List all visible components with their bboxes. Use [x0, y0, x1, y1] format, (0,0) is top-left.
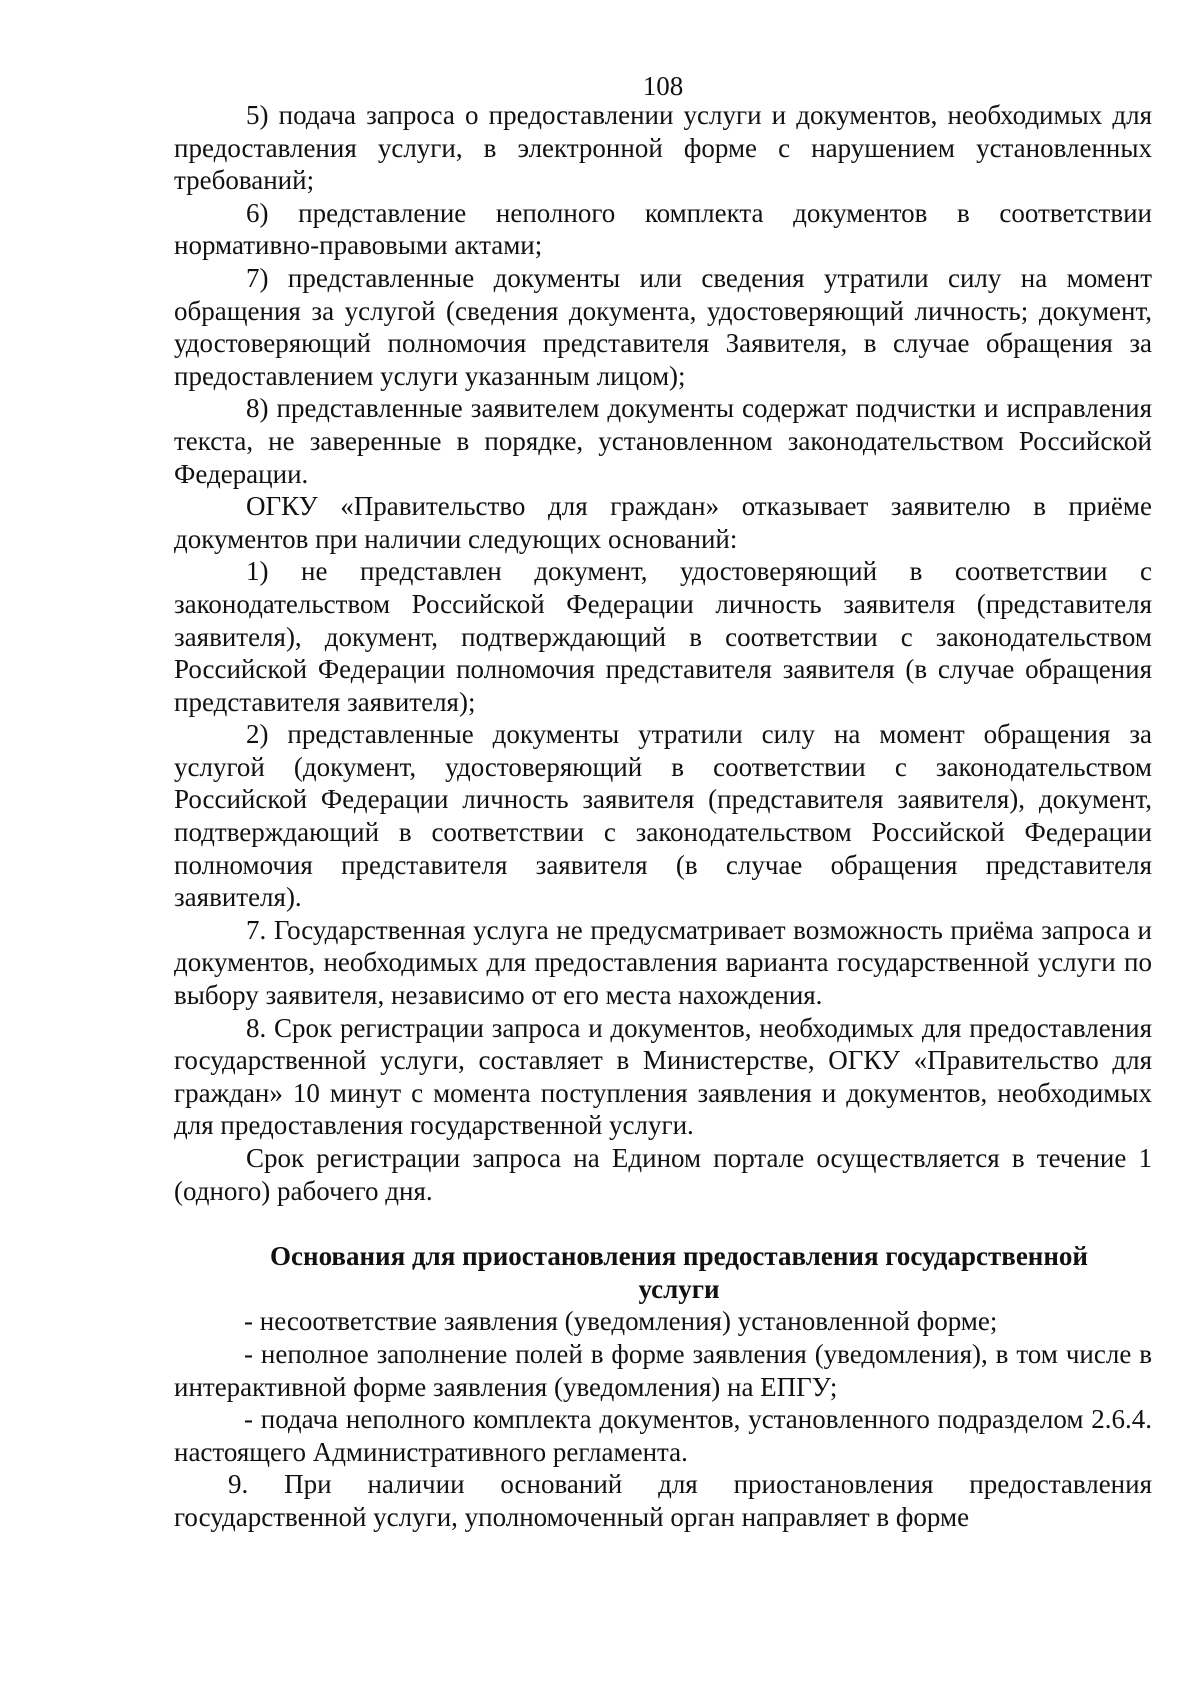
paragraph-dash-2: - неполное заполнение полей в форме заявления (уведомления), в том числе в интерактивной форме заявления (уведомления) на ЕПГУ;: [174, 1338, 1152, 1402]
paragraph-section-7: 7. Государственная услуга не предусматривает возможность приёма запроса и документов, необходимых для предоставления варианта государственной услуги по выбору заявителя, независимо от его места нахождения.: [174, 914, 1152, 1011]
paragraph-refusal-intro: ОГКУ «Правительство для граждан» отказывает заявителю в приёме документов при наличии следующих оснований:: [174, 491, 1152, 554]
paragraph-item-8: 8) представленные заявителем документы содержат подчистки и исправления текста, не заверенные в порядке, установленном законодательством Российской Федерации.: [174, 393, 1152, 489]
paragraph-dash-3: - подача неполного комплекта документов, установленного подразделом 2.6.4. настоящего Административного регламента.: [174, 1404, 1152, 1467]
paragraph-section-9: 9. При наличии оснований для приостановления предоставления государственной услуги, уполномоченный орган направляет в форме: [174, 1469, 1152, 1532]
paragraph-item-6: 6) представление неполного комплекта документов в соответствии нормативно-правовыми актами;: [174, 197, 1152, 261]
section-heading: Основания для приостановления предоставления государственной услуги: [270, 1241, 1088, 1304]
paragraph-dash-1: - несоответствие заявления (уведомления) установленной форме;: [244, 1306, 998, 1337]
paragraph-item-5: 5) подача запроса о предоставлении услуги и документов, необходимых для предоставления услуги, в электронной форме с нарушением установленных требований;: [174, 100, 1152, 196]
document-page: [174, 70, 1152, 1534]
page-number: 108: [642, 71, 684, 101]
paragraph-registration-term: Срок регистрации запроса на Едином портале осуществляется в течение 1 (одного) рабочего дня.: [174, 1143, 1152, 1206]
paragraph-item-7: 7) представленные документы или сведения утратили силу на момент обращения за услугой (сведения документа, удостоверяющий личность; документ, удостоверяющий полномочия представителя Заявителя, в случае обращения за предоставлением услуги указанным лицом);: [174, 262, 1152, 391]
paragraph-section-8: 8. Срок регистрации запроса и документов, необходимых для предоставления государственной услуги, составляет в Министерстве, ОГКУ «Правительство для граждан» 10 минут с момента поступления заявления и документов, необходимых для предоставления государственной услуги.: [174, 1012, 1152, 1141]
paragraph-refusal-1: 1) не представлен документ, удостоверяющий в соответствии с законодательством Российской Федерации личность заявителя (представителя заявителя), документ, подтверждающий в соответствии с законодательством Российской Федерации полномочия представителя заявителя (в случае обращения представителя заявителя);: [174, 556, 1152, 717]
paragraph-refusal-2: 2) представленные документы утратили силу на момент обращения за услугой (документ, удостоверяющий в соответствии с законодательством Российской Федерации личность заявителя (представителя заявителя), документ, подтверждающий в соответствии с законодательством Российской Федерации полномочия представителя заявителя (в случае обращения представителя заявителя).: [174, 719, 1152, 913]
